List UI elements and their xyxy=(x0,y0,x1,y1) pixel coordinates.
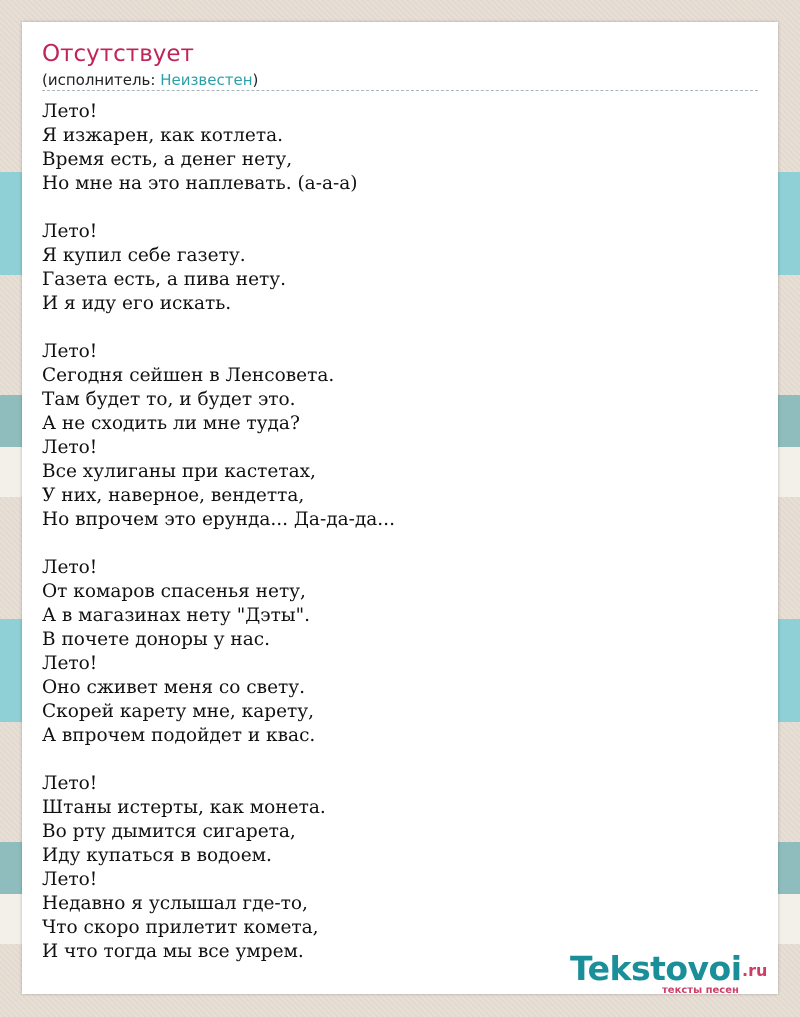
stanza-gap xyxy=(42,748,758,772)
stanza-gap xyxy=(42,532,758,556)
lyric-line: Лето! xyxy=(42,773,98,794)
lyric-line: У них, наверное, вендетта, xyxy=(42,485,305,506)
lyric-line: И что тогда мы все умрем. xyxy=(42,941,304,962)
artist-prefix: (исполнитель: xyxy=(42,71,161,89)
lyric-line: Там будет то, и будет это. xyxy=(42,389,296,410)
lyric-line: Лето! xyxy=(42,341,98,362)
lyric-line: Все хулиганы при кастетах, xyxy=(42,461,316,482)
lyric-line: Сегодня сейшен в Ленсовета. xyxy=(42,365,335,386)
song-title: Отсутствует xyxy=(42,41,194,67)
lyric-line: Я купил себе газету. xyxy=(42,245,246,266)
lyric-line: В почете доноры у нас. xyxy=(42,629,270,650)
logo-tagline: тексты песен xyxy=(662,985,739,996)
artist-suffix: ) xyxy=(252,71,259,89)
lyric-line: Но впрочем это ерунда... Да-да-да... xyxy=(42,509,395,530)
lyric-line: Что скоро прилетит комета, xyxy=(42,917,319,938)
lyric-line: Лето! xyxy=(42,221,98,242)
lyric-line: И я иду его искать. xyxy=(42,293,232,314)
lyric-line: Во рту дымится сигарета, xyxy=(42,821,296,842)
lyric-line: Лето! xyxy=(42,557,98,578)
logo-wordmark: Tekstovoi xyxy=(570,949,742,988)
stanza-gap xyxy=(42,196,758,220)
artist-link[interactable]: Неизвестен xyxy=(160,71,253,89)
stanza-gap xyxy=(42,316,758,340)
lyric-line: Недавно я услышал где-то, xyxy=(42,893,308,914)
lyric-line: Оно сживет меня со свету. xyxy=(42,677,306,698)
lyric-line: А впрочем подойдет и квас. xyxy=(42,725,316,746)
lyric-line: Газета есть, а пива нету. xyxy=(42,269,287,290)
lyric-line: Лето! xyxy=(42,653,98,674)
logo-domain: .ru xyxy=(742,961,768,980)
lyric-line: Я изжарен, как котлета. xyxy=(42,125,283,146)
lyrics-card xyxy=(22,22,778,994)
lyric-line: А не сходить ли мне туда? xyxy=(42,413,300,434)
lyric-line: Но мне на это наплевать. (а-а-а) xyxy=(42,173,358,194)
lyric-line: Время есть, а денег нету, xyxy=(42,149,293,170)
lyric-line: Иду купаться в водоем. xyxy=(42,845,272,866)
lyric-line: От комаров спасенья нету, xyxy=(42,581,306,602)
lyric-line: А в магазинах нету "Дэты". xyxy=(42,605,310,626)
lyric-line: Лето! xyxy=(42,869,98,890)
lyric-line: Лето! xyxy=(42,437,98,458)
site-logo[interactable] xyxy=(570,949,780,997)
artist-line xyxy=(42,71,258,89)
title-divider xyxy=(42,90,758,91)
lyric-line: Штаны истерты, как монета. xyxy=(42,797,326,818)
lyric-line: Лето! xyxy=(42,101,98,122)
lyric-line: Скорей карету мне, карету, xyxy=(42,701,315,722)
lyrics-text xyxy=(42,100,758,964)
